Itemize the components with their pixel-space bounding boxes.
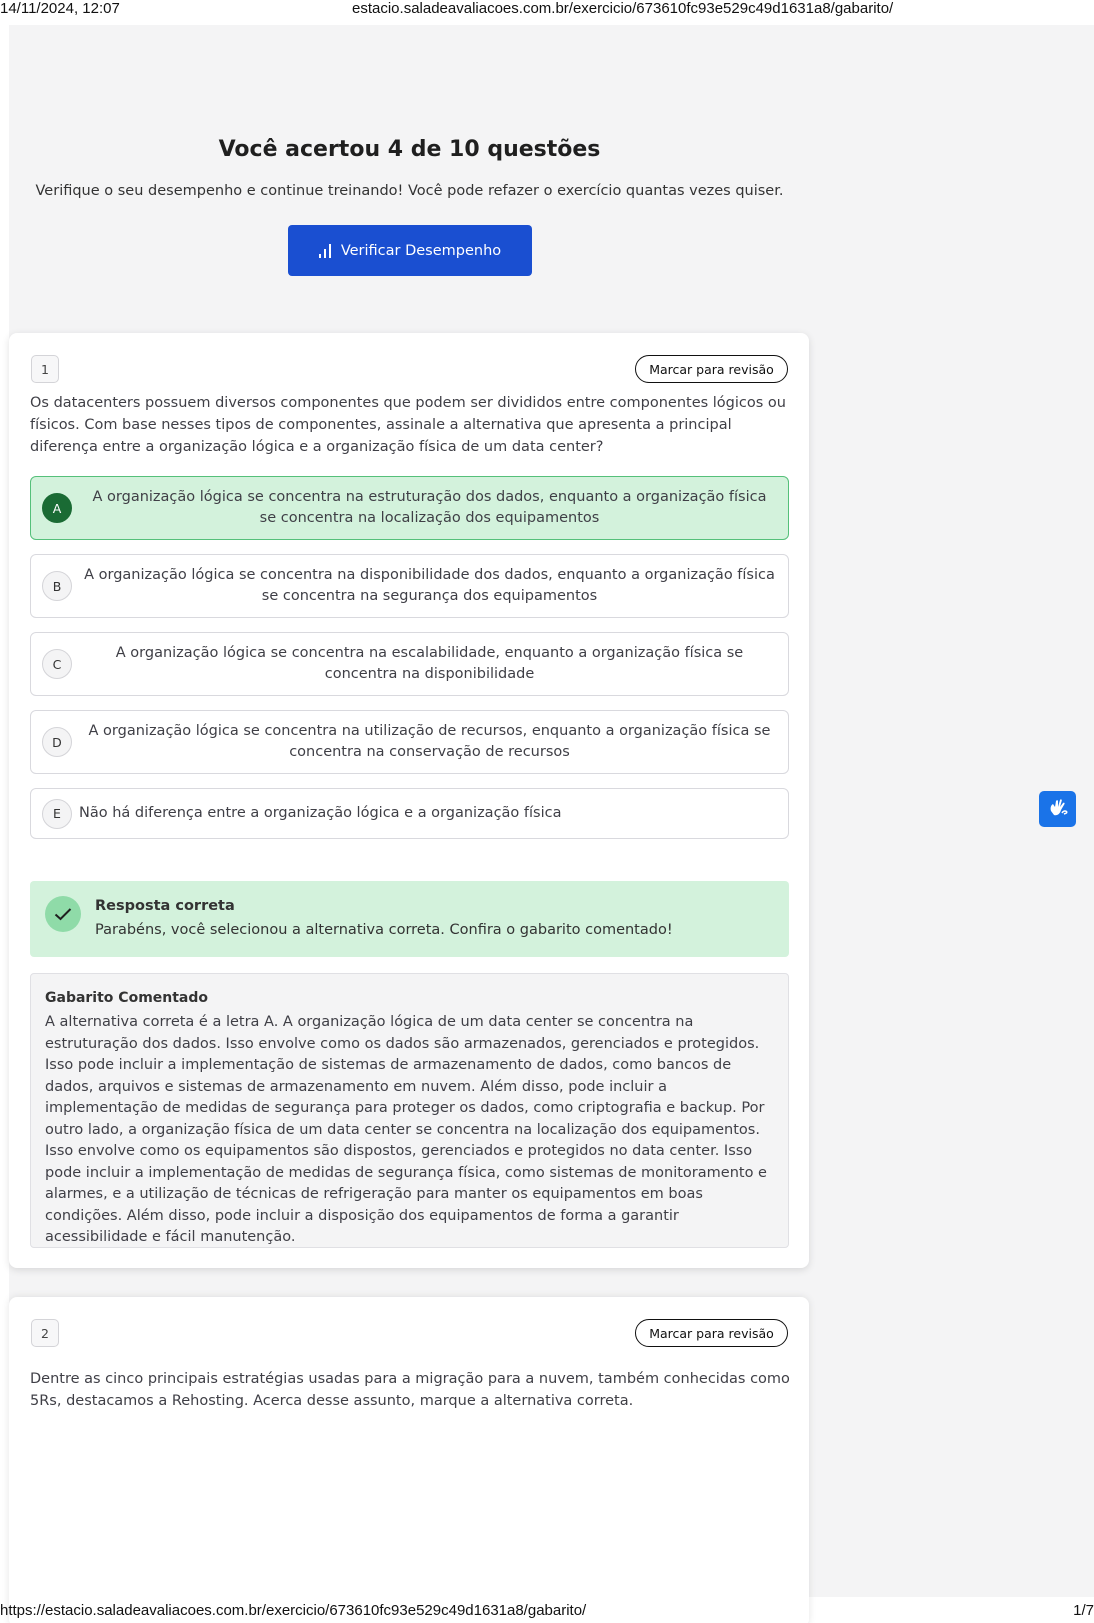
commentary-body: A alternativa correta é a letra A. A organização lógica de um data center se concentra na estruturação dos dados. Isso envolve como os dados são armazenados, gerenciados e protegidos. Isso pode incluir a implementação de sistemas de armazenamento de dados, como bancos de dados, arquivos e sistemas de armazenamento em nuvem. Além disso, pode incluir a implementação de medidas de segurança para proteger os dados, como criptografia e backup. Por outro lado, a organização física de um data center se concentra na localização dos equipamentos. Isso envolve como os equipamentos são dispostos, gerenciados e protegidos no data center. Isso pode incluir a implementação de medidas de segurança física, como sistemas de monitoramento e alarmes, e a utilização de técnicas de refrigeração para manter os equipamentos em boas condições. Além disso, pode incluir a disposição dos equipamentos de forma a garantir acessibilidade e fácil manutenção. <box>45 1014 767 1245</box>
option-e[interactable] <box>30 788 789 839</box>
results-subtitle: Verifique o seu desempenho e continue treinando! Você pode refazer o exercício quantas vezes quiser. <box>35 183 784 199</box>
option-letter: E <box>42 799 72 829</box>
option-letter: C <box>42 649 72 679</box>
question-text: Os datacenters possuem diversos componentes que podem ser divididos entre componentes lógicos ou físicos. Com base nesses tipos de componentes, assinale a alternativa que apresenta a principal diferença entre a organização lógica e a organização física de um data center? <box>30 395 786 455</box>
option-d[interactable] <box>30 710 789 774</box>
answer-commentary <box>30 973 789 1248</box>
results-title: Você acertou 4 de 10 questões <box>218 137 601 162</box>
option-text: A organização lógica se concentra na disponibilidade dos dados, enquanto a organização física se concentra na segurança dos equipamentos <box>84 567 775 604</box>
feedback-title: Resposta correta <box>95 898 235 914</box>
option-text: A organização lógica se concentra na utilização de recursos, enquanto a organização física se concentra na conservação de recursos <box>88 723 771 760</box>
mark-for-review-button[interactable]: Marcar para revisão <box>635 1319 788 1347</box>
option-c[interactable] <box>30 632 789 696</box>
option-letter: B <box>42 571 72 601</box>
option-letter: A <box>42 493 72 523</box>
option-letter: D <box>42 727 72 757</box>
option-a[interactable] <box>30 476 789 540</box>
question-card-2 <box>9 1297 809 1623</box>
print-footer <box>0 1600 1094 1623</box>
check-icon <box>45 896 81 932</box>
print-page-number: 1/7 <box>1073 1602 1094 1619</box>
question-text: Dentre as cinco principais estratégias usadas para a migração para a nuvem, também conhecidas como 5Rs, destacamos a Rehosting. Acerca desse assunto, marque a alternativa correta. <box>30 1371 790 1409</box>
results-summary <box>9 25 810 325</box>
feedback-message: Parabéns, você selecionou a alternativa correta. Confira o gabarito comentado! <box>95 922 673 938</box>
option-b[interactable] <box>30 554 789 618</box>
option-text: Não há diferença entre a organização lógica e a organização física <box>79 805 562 821</box>
question-number: 2 <box>31 1319 59 1347</box>
commentary-title: Gabarito Comentado <box>45 990 209 1006</box>
question-number: 1 <box>31 355 59 383</box>
question-card-1 <box>9 333 809 1268</box>
sign-language-icon[interactable] <box>1039 791 1076 827</box>
print-url: estacio.saladeavaliacoes.com.br/exercicio/673610fc93e529c49d1631a8/gabarito/ <box>352 0 894 17</box>
option-text: A organização lógica se concentra na escalabilidade, enquanto a organização física se concentra na disponibilidade <box>115 645 744 682</box>
verify-performance-label: Verificar Desempenho <box>340 242 502 259</box>
option-text: A organização lógica se concentra na estruturação dos dados, enquanto a organização física se concentra na localização dos equipamentos <box>92 489 767 526</box>
verify-performance-button[interactable] <box>288 225 532 276</box>
print-url-footer: https://estacio.saladeavaliacoes.com.br/exercicio/673610fc93e529c49d1631a8/gabarito/ <box>0 1602 587 1619</box>
mark-for-review-button[interactable]: Marcar para revisão <box>635 355 788 383</box>
print-header <box>0 0 1094 22</box>
bar-chart-icon <box>319 244 331 258</box>
answer-feedback <box>30 881 789 957</box>
print-datetime: 14/11/2024, 12:07 <box>0 0 120 17</box>
